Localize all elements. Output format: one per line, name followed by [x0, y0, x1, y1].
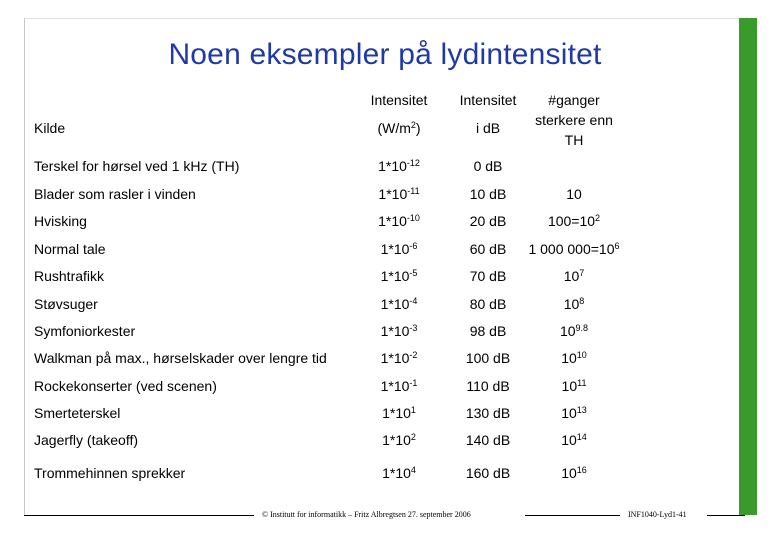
table-row: [34, 296, 739, 322]
accent-bar: [739, 18, 757, 515]
row-source: Trommehinnen sprekker: [34, 465, 186, 481]
row-intensity-db: 110 dB: [466, 378, 510, 394]
row-intensity-w: [364, 350, 434, 366]
header-intensity-db-unit: i dB: [475, 120, 501, 136]
slide-left-border: [24, 18, 25, 515]
row-intensity-w-exp: -5: [409, 268, 418, 278]
table-row: [34, 350, 739, 376]
row-times-base: 10: [566, 186, 582, 202]
footer-rule-left: [24, 515, 254, 516]
footer-rule-middle: [525, 515, 620, 516]
row-times-stronger: [524, 268, 624, 284]
row-times-base: 10: [561, 405, 577, 421]
row-intensity-w-base: 1*10: [380, 268, 410, 284]
row-times-base: 10: [563, 268, 580, 284]
row-times-base: 10: [561, 378, 578, 394]
header-intensity-w: [364, 90, 434, 138]
row-times-stronger: [524, 213, 624, 229]
header-times-stronger: [524, 90, 624, 150]
row-intensity-w-exp: -1: [409, 378, 418, 388]
table-row: [34, 158, 739, 184]
row-intensity-db: 10 dB: [469, 186, 507, 202]
header-intensity-w-unit: [364, 118, 434, 138]
unit-w-base: (W/m: [377, 120, 411, 136]
row-intensity-w: [364, 432, 434, 448]
row-intensity-w-base: 1*10: [378, 213, 407, 229]
row-intensity-db: 98 dB: [469, 323, 507, 339]
row-intensity-w: [364, 158, 434, 174]
row-intensity-w-exp: -6: [409, 241, 418, 251]
row-times-base: 100=10: [547, 213, 596, 229]
row-source: Terskel for hørsel ved 1 kHz (TH): [34, 158, 240, 174]
row-intensity-w: [364, 296, 434, 312]
footer-page-id: INF1040-Lyd1-41: [628, 510, 687, 519]
row-times-base: 10: [561, 465, 577, 481]
table-row: [34, 323, 739, 349]
row-intensity-db: 0 dB: [473, 158, 503, 174]
row-times-stronger: [524, 405, 624, 421]
row-intensity-w-exp: -4: [409, 296, 418, 306]
row-intensity-w-exp: 1: [410, 405, 416, 415]
row-source: Rockekonserter (ved scenen): [34, 378, 217, 394]
header-times-line1: #ganger: [548, 92, 600, 108]
row-intensity-w-base: 1*10: [380, 378, 410, 394]
unit-w-exp: 2: [410, 120, 416, 130]
row-source: Smerteterskel: [34, 405, 121, 421]
row-intensity-w: [364, 186, 434, 202]
row-intensity-db: 20 dB: [469, 213, 507, 229]
row-source: Rushtrafikk: [34, 268, 105, 284]
row-times-exp: 13: [576, 405, 587, 415]
header-intensity-db: [450, 90, 526, 138]
table-row: [34, 465, 739, 491]
row-intensity-w-base: 1*10: [378, 158, 407, 174]
row-intensity-w-exp: -12: [406, 158, 420, 168]
header-times-line2: sterkere enn: [535, 112, 613, 128]
row-times-stronger: [524, 350, 624, 366]
row-times-exp: 8: [579, 296, 585, 306]
row-times-stronger: [524, 241, 624, 257]
row-intensity-w: [364, 465, 434, 481]
row-intensity-w-base: 1*10: [380, 323, 410, 339]
row-intensity-w: [364, 268, 434, 284]
row-intensity-w-base: 1*10: [378, 186, 408, 202]
table-row: [34, 268, 739, 294]
row-source: Symfoniorkester: [34, 323, 136, 339]
row-times-exp: 11: [577, 378, 587, 388]
row-times-stronger: [524, 296, 624, 312]
row-times-base: 1 000 000=10: [528, 241, 615, 257]
row-times-exp: 16: [576, 465, 587, 475]
row-intensity-w-exp: 4: [410, 465, 416, 475]
row-intensity-db: 140 dB: [465, 432, 511, 448]
row-intensity-w-exp: 2: [410, 432, 416, 442]
row-times-stronger: [524, 378, 624, 394]
row-intensity-w: [364, 405, 434, 421]
row-times-stronger: [524, 186, 624, 202]
row-times-exp: 10: [576, 350, 587, 360]
row-times-exp: 9.8: [575, 323, 589, 333]
row-intensity-w-exp: -11: [407, 186, 420, 196]
header-intensity-w-label: Intensitet: [370, 92, 428, 108]
row-times-exp: 7: [579, 268, 585, 278]
row-intensity-w-base: 1*10: [380, 350, 410, 366]
row-times-base: 10: [561, 350, 577, 366]
row-intensity-w: [364, 323, 434, 339]
row-intensity-w-base: 1*10: [382, 405, 411, 421]
row-source: Walkman på max., hørselskader over lengre tid: [34, 350, 327, 366]
unit-w-end: ): [415, 120, 421, 136]
footer-copyright: © Institutt for informatikk – Fritz Albregtsen 27. september 2006: [262, 510, 471, 519]
header-source: Kilde: [34, 120, 66, 136]
footer-rule-right: [707, 515, 745, 516]
row-intensity-w-base: 1*10: [382, 465, 411, 481]
row-intensity-db: 60 dB: [469, 241, 507, 257]
row-intensity-w-base: 1*10: [380, 241, 410, 257]
row-intensity-w-exp: -2: [409, 350, 418, 360]
row-times-base: 10: [563, 296, 580, 312]
row-intensity-db: 160 dB: [465, 465, 511, 481]
row-source: Hvisking: [34, 213, 87, 229]
table-row: [34, 432, 739, 458]
row-times-stronger: [524, 323, 624, 339]
row-source: Jagerfly (takeoff): [34, 432, 139, 448]
row-intensity-w-base: 1*10: [380, 296, 410, 312]
row-intensity-w-exp: -10: [406, 213, 420, 223]
table-row: [34, 186, 739, 212]
row-source: Støvsuger: [34, 296, 98, 312]
row-intensity-w-exp: -3: [409, 323, 418, 333]
header-intensity-db-label: Intensitet: [459, 92, 517, 108]
row-times-exp: 2: [595, 213, 601, 223]
row-intensity-w: [364, 213, 434, 229]
row-times-stronger: [524, 465, 624, 481]
row-times-exp: 14: [576, 432, 587, 442]
row-intensity-db: 70 dB: [469, 268, 507, 284]
row-intensity-db: 80 dB: [469, 296, 507, 312]
row-intensity-db: 100 dB: [465, 350, 511, 366]
row-times-stronger: [524, 432, 624, 448]
table-row: [34, 213, 739, 239]
header-times-line3: TH: [564, 132, 584, 148]
table-row: [34, 378, 739, 404]
row-intensity-db: 130 dB: [465, 405, 511, 421]
row-times-base: 10: [561, 432, 577, 448]
slide-title: Noen eksempler på lydintensitet: [168, 38, 602, 71]
row-source: Blader som rasler i vinden: [34, 186, 196, 202]
row-intensity-w: [364, 378, 434, 394]
intensity-table: [34, 0, 739, 540]
row-intensity-w-base: 1*10: [382, 432, 411, 448]
row-times-base: 10: [559, 323, 576, 339]
row-times-exp: 6: [614, 241, 620, 251]
table-row: [34, 241, 739, 267]
table-row: [34, 405, 739, 431]
row-intensity-w: [364, 241, 434, 257]
row-source: Normal tale: [34, 241, 106, 257]
